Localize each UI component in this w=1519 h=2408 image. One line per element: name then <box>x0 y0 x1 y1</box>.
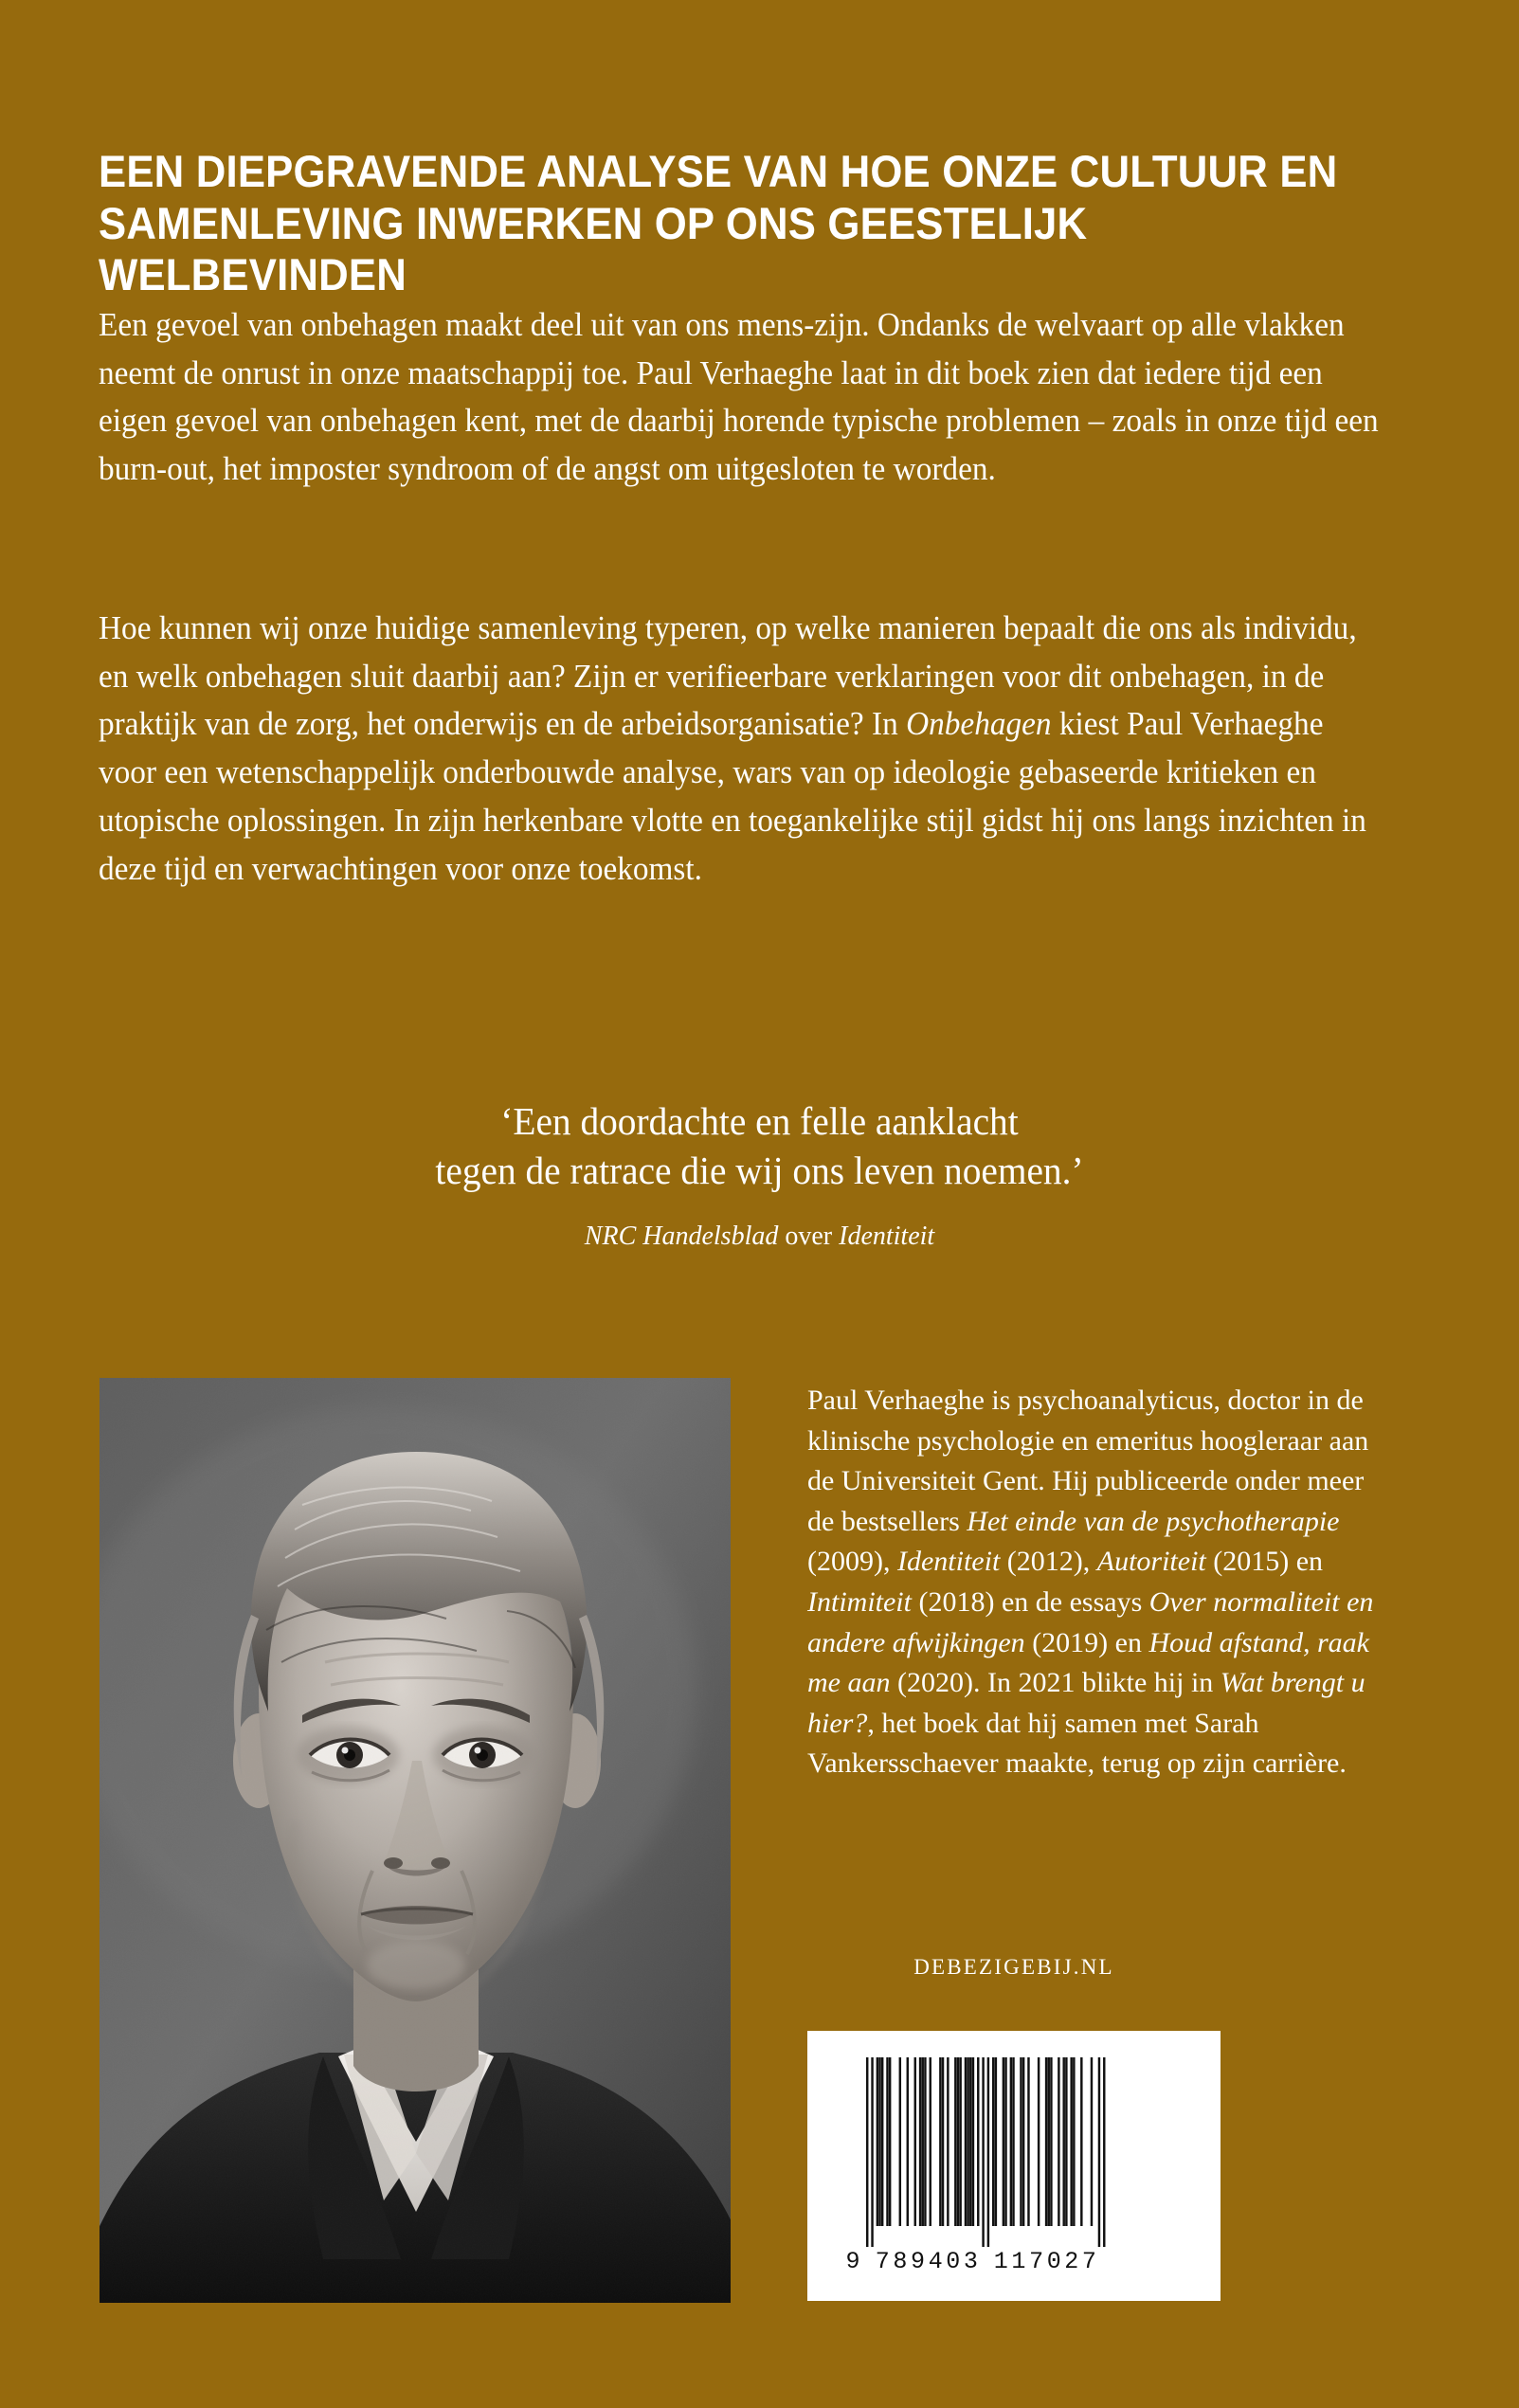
author-portrait-photo <box>99 1378 731 2303</box>
bio-part-end: , het boek dat hij samen met Sarah Vankersschaever maakte, terug op zijn carrière. <box>807 1707 1347 1780</box>
credit-book-title: Identiteit <box>839 1222 935 1252</box>
pull-quote-line-2: tegen de ratrace die wij ons leven noemen.’ <box>435 1148 1084 1192</box>
blurb-text-2-part-2: kiest Paul Verhaeghe voor een wetenschappelijk onderbouwde analyse, wars van op ideologie gebaseerde kritieken en utopische oplossingen. In zijn herkenbare vlotte en toegankelijke stijl gidst hij ons langs inzichten in deze tijd en verwachtingen voor onze toekomst. <box>99 706 1366 887</box>
credit-connector: over <box>778 1222 840 1252</box>
pull-quote-credit <box>0 1220 1519 1254</box>
author-bio <box>807 1381 1395 1784</box>
blurb-book-title-onbehagen: Onbehagen <box>906 706 1052 743</box>
svg-text:2: 2 <box>1064 2248 1079 2275</box>
bio-year-3: (2015) en <box>1205 1546 1324 1578</box>
page-title: EEN DIEPGRAVENDE ANALYSE VAN HOE ONZE CULTUUR EN SAMENLEVING INWERKEN OP ONS GEESTELIJK WELBEVINDEN <box>99 146 1338 299</box>
pull-quote-line-1: ‘Een doordachte en felle aanklacht <box>500 1099 1019 1143</box>
svg-text:1: 1 <box>993 2248 1008 2275</box>
bio-title-5: Over normaliteit en andere afwijkingen <box>807 1585 1374 1658</box>
author-portrait-image <box>99 1378 731 2303</box>
credit-source: NRC Handelsblad <box>584 1222 779 1252</box>
pull-quote-block <box>0 1097 1519 1255</box>
bio-title-6: Houd afstand, raak me aan <box>807 1626 1369 1699</box>
bio-title-1: Het einde van de psychotherapie <box>967 1505 1340 1537</box>
svg-text:7: 7 <box>1081 2248 1096 2275</box>
bio-title-4: Intimiteit <box>807 1585 912 1618</box>
svg-text:1: 1 <box>1011 2248 1026 2275</box>
svg-text:9: 9 <box>910 2248 926 2275</box>
isbn-barcode-image <box>807 2031 1221 2301</box>
svg-text:0: 0 <box>1046 2248 1061 2275</box>
bio-year-2: (2012), <box>1000 1546 1097 1578</box>
svg-text:8: 8 <box>893 2248 908 2275</box>
svg-text:7: 7 <box>875 2248 890 2275</box>
blurb-paragraph-1 <box>99 301 1379 494</box>
svg-text:7: 7 <box>1029 2248 1044 2275</box>
bio-title-7: Wat brengt u hier? <box>807 1667 1365 1739</box>
bio-title-2: Identiteit <box>896 1546 1001 1578</box>
svg-text:4: 4 <box>928 2248 943 2275</box>
bio-part-1: Paul Verhaeghe is psychoanalyticus, doctor in de klinische psychologie en emeritus hoogleraar aan de Universiteit Gent. Hij publiceerde onder meer de bestsellers <box>807 1385 1369 1537</box>
bio-year-4: (2018) en de essays <box>911 1585 1149 1618</box>
svg-text:3: 3 <box>963 2248 978 2275</box>
bio-year-5: (2019) en <box>1024 1626 1149 1658</box>
blurb-paragraph-2 <box>99 605 1379 893</box>
isbn-barcode <box>807 2031 1221 2301</box>
bio-year-6: (2020). In 2021 blikte hij in <box>890 1667 1221 1699</box>
pull-quote <box>30 1097 1489 1195</box>
author-bio-text <box>807 1381 1395 1784</box>
bio-year-1: (2009), <box>807 1546 897 1578</box>
svg-text:0: 0 <box>946 2248 961 2275</box>
bio-title-3: Autoriteit <box>1096 1546 1206 1578</box>
blurb-text-1: Een gevoel van onbehagen maakt deel uit van ons mens-zijn. Ondanks de welvaart op alle vlakken neemt de onrust in onze maatschappij toe. Paul Verhaeghe laat in dit boek zien dat iedere tijd een eigen gevoel van onbehagen kent, met de daarbij horende typische problemen – zoals in onze tijd een burn-out, het imposter syndroom of de angst om uitgesloten te worden. <box>99 307 1379 488</box>
publisher-url[interactable]: DEBEZIGEBIJ.NL <box>913 1955 1114 1979</box>
svg-text:9: 9 <box>845 2248 860 2275</box>
blurb-text-2-part-1: Hoe kunnen wij onze huidige samenleving typeren, op welke manieren bepaalt die ons als individu, en welk onbehagen sluit daarbij aan? Zijn er verifieerbare verklaringen voor dit onbehagen, in de praktijk van de zorg, het onderwijs en de arbeidsorganisatie? In <box>99 610 1357 743</box>
blurb-text-2 <box>99 605 1379 893</box>
